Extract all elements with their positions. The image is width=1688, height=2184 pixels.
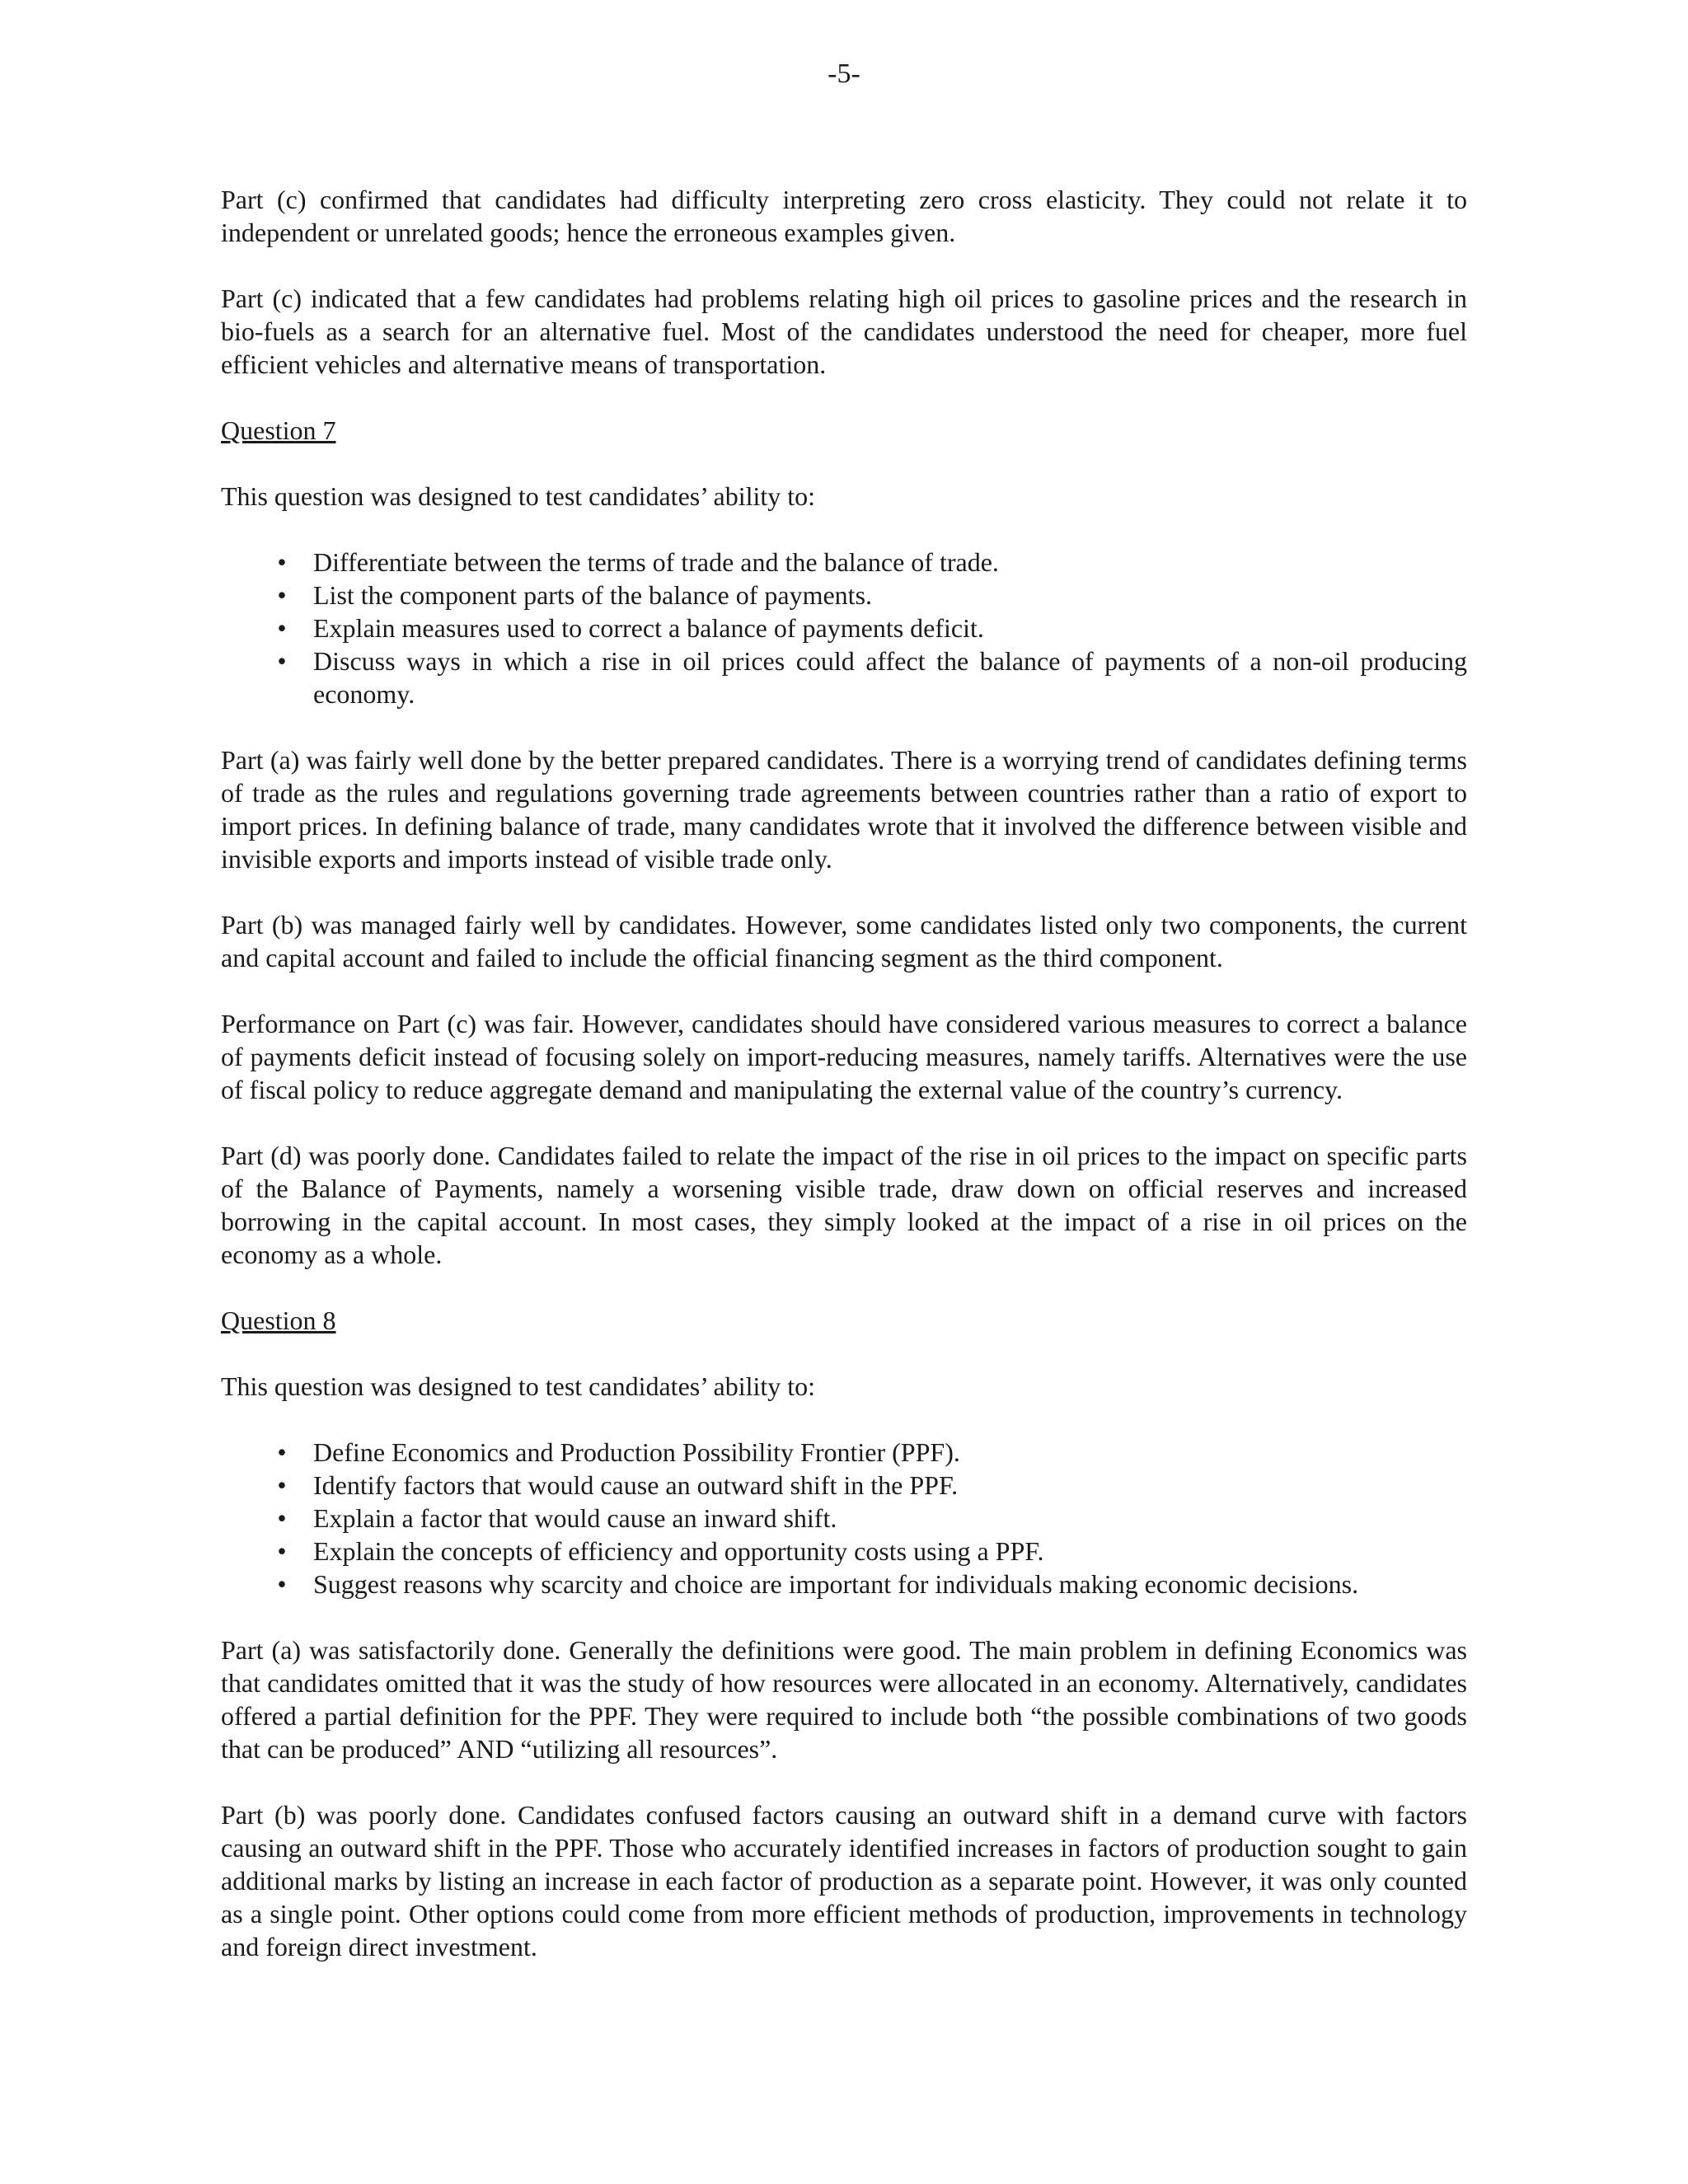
list-item-text: Differentiate between the terms of trade and the balance of trade. <box>313 547 999 577</box>
bullet-icon: • <box>277 1470 287 1500</box>
list-item-text: Identify factors that would cause an outward shift in the PPF. <box>313 1470 959 1500</box>
paragraph-q7-part-a: Part (a) was fairly well done by the better prepared candidates. There is a worrying trend of candidates defining terms of trade as the rules and regulations governing trade agreements between countries rather than a ratio of export to import prices. In defining balance of trade, many candidates wrote that it involved the difference between visible and invisible exports and imports instead of visible trade only. <box>221 745 1467 874</box>
paragraph-q7-part-b: Part (b) was managed fairly well by candidates. However, some candidates listed only two components, the current and capital account and failed to include the official financing segment as the third component. <box>221 910 1467 972</box>
question-7-intro: This question was designed to test candidates’ ability to: <box>221 481 816 511</box>
list-item-text: Discuss ways in which a rise in oil prices could affect the balance of payments of a non-oil producing economy. <box>313 646 1467 709</box>
list-item <box>221 1436 1467 1469</box>
list-item <box>221 644 1467 710</box>
paragraph-q8-part-a: Part (a) was satisfactorily done. Generally the definitions were good. The main problem in defining Economics was that candidates omitted that it was the study of how resources were allocated in an economy. Alternatively, candidates offered a partial definition for the PPF. They were required to include both “the possible combinations of two goods that can be produced” AND “utilizing all resources”. <box>221 1635 1467 1764</box>
list-item-text: Explain the concepts of efficiency and opportunity costs using a PPF. <box>313 1536 1044 1566</box>
list-item <box>221 1469 1467 1502</box>
bullet-icon: • <box>277 646 287 676</box>
bullet-icon: • <box>277 1569 287 1599</box>
question-8-heading: Question 8 <box>221 1305 336 1335</box>
list-item-text: Define Economics and Production Possibility Frontier (PPF). <box>313 1437 960 1467</box>
page-number: -5- <box>828 59 860 89</box>
list-item <box>221 546 1467 579</box>
bullet-icon: • <box>277 580 287 610</box>
bullet-icon: • <box>277 1536 287 1566</box>
list-item <box>221 1535 1467 1568</box>
list-item <box>221 1502 1467 1535</box>
bullet-icon: • <box>277 1503 287 1533</box>
bullet-icon: • <box>277 613 287 643</box>
list-item <box>221 612 1467 644</box>
bullet-icon: • <box>277 547 287 577</box>
list-item-text: List the component parts of the balance of payments. <box>313 580 873 610</box>
list-item-text: Suggest reasons why scarcity and choice are important for individuals making economic decisions. <box>313 1569 1359 1599</box>
question-7-heading: Question 7 <box>221 415 336 445</box>
paragraph-q7-part-c: Performance on Part (c) was fair. However, candidates should have considered various measures to correct a balance of payments deficit instead of focusing solely on import-reducing measures, namely tariffs. Alternatives were the use of fiscal policy to reduce aggregate demand and manipulating the external value of the country’s currency. <box>221 1009 1467 1104</box>
paragraph-q8-part-b: Part (b) was poorly done. Candidates confused factors causing an outward shift in a demand curve with factors causing an outward shift in the PPF. Those who accurately identified increases in factors of production sought to gain additional marks by listing an increase in each factor of production as a separate point. However, it was only counted as a single point. Other options could come from more efficient methods of production, improvements in technology and foreign direct investment. <box>221 1800 1467 1961</box>
report-body <box>221 183 1467 1996</box>
question-7-objectives <box>221 546 1467 710</box>
bullet-icon: • <box>277 1437 287 1467</box>
paragraph-part-c-elasticity: Part (c) confirmed that candidates had difficulty interpreting zero cross elasticity. They could not relate it to independent or unrelated goods; hence the erroneous examples given. <box>221 185 1467 247</box>
list-item-text: Explain measures used to correct a balance of payments deficit. <box>313 613 984 643</box>
list-item-text: Explain a factor that would cause an inward shift. <box>313 1503 837 1533</box>
list-item <box>221 1568 1467 1601</box>
paragraph-part-c-oil-prices: Part (c) indicated that a few candidates had problems relating high oil prices to gasoline prices and the research in bio-fuels as a search for an alternative fuel. Most of the candidates understood the need for cheaper, more fuel efficient vehicles and alternative means of transportation. <box>221 284 1467 379</box>
paragraph-q7-part-d: Part (d) was poorly done. Candidates failed to relate the impact of the rise in oil prices to the impact on specific parts of the Balance of Payments, namely a worsening visible trade, draw down on official reserves and increased borrowing in the capital account. In most cases, they simply looked at the impact of a rise in oil prices on the economy as a whole. <box>221 1141 1467 1269</box>
question-8-objectives <box>221 1436 1467 1601</box>
question-8-intro: This question was designed to test candidates’ ability to: <box>221 1371 816 1401</box>
list-item <box>221 579 1467 612</box>
